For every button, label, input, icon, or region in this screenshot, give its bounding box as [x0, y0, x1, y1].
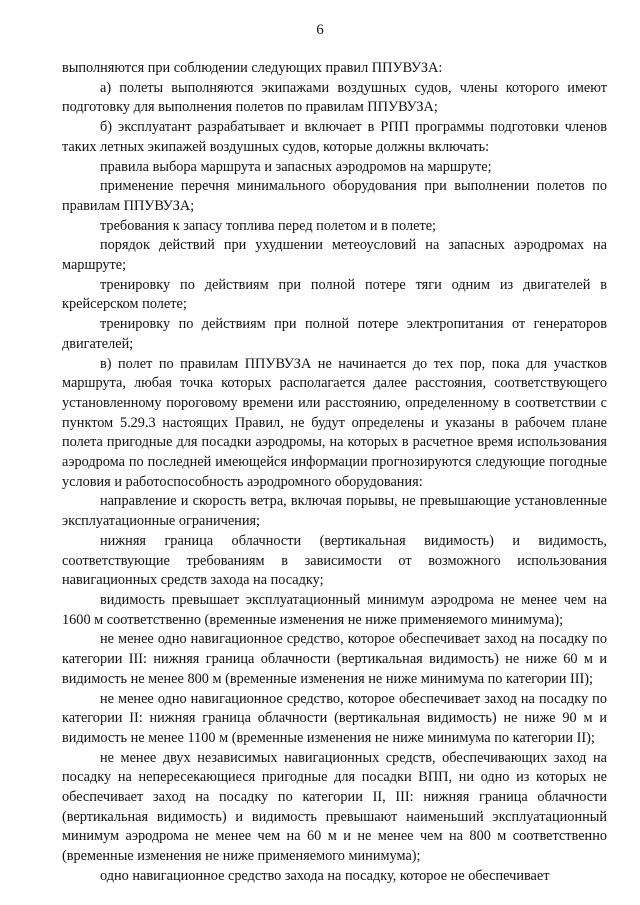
list-item-mel-usage: применение перечня минимального оборудования при выполнении полетов по правилам ППУВУЗА;: [62, 178, 607, 214]
list-item-two-nav-aids: не менее двух независимых навигационных средств, обеспечивающих заход на посадку на непересекающиеся пригодные для посадки ВПП, ни одно из которых не обеспечивает заход на посадку по категории II, III: нижняя граница облачности (вертикальная видимость) и видимость превышают наименьший эксплуатационный минимум аэродрома не менее чем на 60 м и не менее чем на 800 м соответственно (временные изменения не ниже применяемого минимума);: [62, 749, 607, 865]
paragraph-b-operator-program: б) эксплуатант разрабатывает и включает в РПП программы подготовки членов таких летных экипажей воздушных судов, которые должны включать:: [62, 119, 607, 155]
page-number: 6: [316, 22, 324, 38]
list-item-cat-ii: не менее одно навигационное средство, которое обеспечивает заход на посадку по категории II: нижняя граница облачности (вертикальная видимость) не ниже 90 м и видимость не менее 1100 м (временные изменения не ниже минимума по категории II);: [62, 690, 607, 746]
paragraph-a-crew-training: а) полеты выполняются экипажами воздушных судов, члены которого имеют подготовку для выполнения полетов по правилам ППУВУЗА;: [62, 79, 607, 116]
list-item-visibility-minimum: видимость превышает эксплуатационный минимум аэродрома не менее чем на 1600 м соответственно (временные изменения не ниже применяемого минимума);: [62, 591, 607, 628]
list-item-engine-failure-training: тренировку по действиям при полной потере тяги одним из двигателей в крейсерском полете;: [62, 276, 607, 313]
paragraph-intro: выполняются при соблюдении следующих правил ППУВУЗА:: [62, 60, 443, 76]
list-item-fuel-requirements: требования к запасу топлива перед полетом и в полете;: [100, 217, 437, 234]
list-item-weather-procedure: порядок действий при ухудшении метеоусловий на запасных аэродромах на маршруте;: [62, 237, 607, 274]
list-item-single-nav-aid: одно навигационное средство захода на посадку, которое не обеспечивает: [100, 867, 550, 884]
list-item-wind: направление и скорость ветра, включая порывы, не превышающие установленные эксплуатационные ограничения;: [62, 493, 607, 530]
list-item-route-selection: правила выбора маршрута и запасных аэродромов на маршруте;: [100, 158, 492, 175]
document-body: [62, 59, 607, 887]
list-item-power-loss-training: тренировку по действиям при полной потере электропитания от генераторов двигателей;: [62, 316, 607, 352]
list-item-ceiling-visibility: нижняя граница облачности (вертикальная видимость) и видимость, соответствующие требованиям в зависимости от возможного использования навигационных средств захода на посадку;: [62, 532, 607, 589]
paragraph-v-flight-conditions: в) полет по правилам ППУВУЗА не начинается до тех пор, пока для участков маршрута, любая точка которых располагается далее расстояния, соответствующего установленному пороговому времени или расстоянию, определенному в соответствии с пунктом 5.29.3 настоящих Правил, не будут определены и указаны в рабочем плане полета пригодные для посадки аэродромы, на которых в расчетное время использования аэродрома по последней имеющейся информации прогнозируются следующие погодные условия и работоспособность аэродромного оборудования:: [62, 355, 607, 490]
list-item-cat-iii: не менее одно навигационное средство, которое обеспечивает заход на посадку по категории III: нижняя граница облачности (вертикальная видимость) не ниже 60 м и видимость не менее 800 м (временные изменения не ниже минимума по категории III);: [62, 631, 607, 687]
